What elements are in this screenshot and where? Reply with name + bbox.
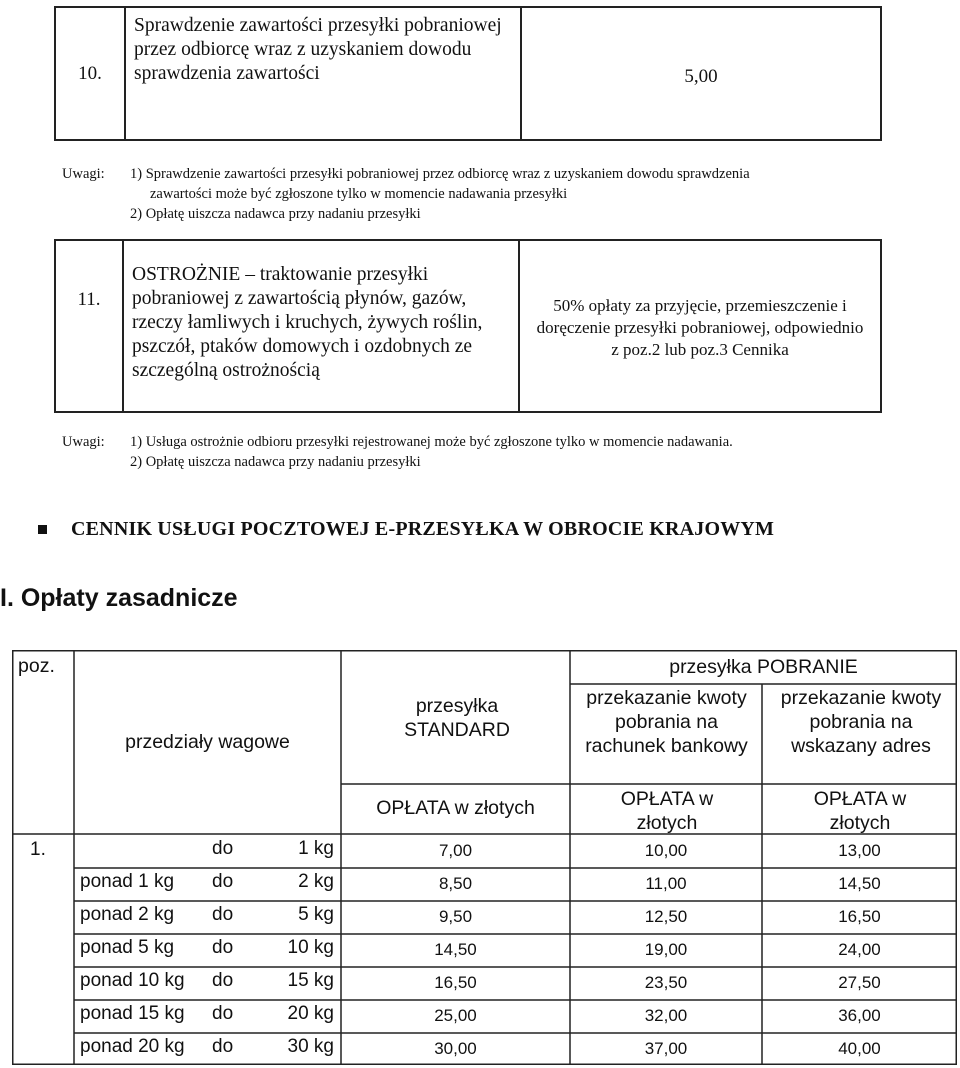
weight-to: 30 kg [287, 1036, 334, 1057]
price-table [12, 650, 957, 1065]
weight-to: 5 kg [298, 904, 334, 925]
weight-to-word: do [212, 904, 234, 925]
notes-label: Uwagi: [62, 434, 105, 450]
weight-from: ponad 5 kg [80, 937, 175, 958]
header-address-transfer: przekazanie kwoty pobrania na wskazany adres [780, 687, 942, 757]
header-fee-bank: OPŁATA w złotych [620, 788, 714, 834]
fee-standard: 8,50 [438, 874, 473, 893]
fee-standard: 25,00 [434, 1006, 477, 1025]
fee-bank: 32,00 [644, 1006, 688, 1025]
weight-to: 15 kg [287, 970, 334, 991]
fee-standard: 9,50 [438, 907, 473, 926]
fee-bank: 37,00 [644, 1039, 688, 1058]
weight-from: ponad 1 kg [80, 871, 175, 892]
position-number: 1. [30, 839, 46, 860]
service-row-11 [54, 239, 882, 413]
weight-to-word: do [212, 937, 234, 958]
weight-to: 20 kg [287, 1003, 334, 1024]
service-row-10 [54, 6, 882, 141]
note-item: 2) Opłatę uiszcza nadawca przy nadaniu przesyłki [130, 206, 421, 222]
fee-bank: 11,00 [645, 874, 687, 893]
weight-from: ponad 20 kg [80, 1036, 185, 1057]
fee-address: 13,00 [838, 841, 881, 860]
header-weight-ranges: przedziały wagowe [125, 731, 290, 753]
fee-standard: 16,50 [434, 973, 477, 992]
service-fee: 50% opłaty za przyjęcie, przemieszczenie i doręczenie przesyłki pobraniowej, odpowiednio z poz.2 lub poz.3 Cennika [536, 296, 864, 359]
header-pobranie: przesyłka POBRANIE [669, 656, 858, 678]
header-position: poz. [18, 655, 55, 677]
section-heading: I. Opłaty zasadnicze [0, 584, 238, 612]
note-item-continuation: zawartości może być zgłoszone tylko w momencie nadawania przesyłki [150, 186, 568, 202]
weight-from: ponad 2 kg [80, 904, 175, 925]
weight-from: ponad 15 kg [80, 1003, 185, 1024]
fee-standard: 30,00 [434, 1039, 477, 1058]
service-number: 11. [56, 241, 124, 411]
square-bullet-icon [38, 525, 47, 534]
price-list-title-text: CENNIK USŁUGI POCZTOWEJ E-PRZESYŁKA W OBROCIE KRAJOWYM [71, 518, 775, 540]
fee-bank: 10,00 [644, 841, 688, 860]
fee-bank: 19,00 [644, 940, 688, 959]
header-fee-address: OPŁATA w złotych [813, 788, 907, 834]
fee-standard: 14,50 [434, 940, 477, 959]
price-list-title [38, 518, 774, 541]
note-item: 1) Sprawdzenie zawartości przesyłki pobraniowej przez odbiorcę wraz z uzyskaniem dowodu sprawdzenia [130, 166, 750, 182]
fee-address: 36,00 [838, 1006, 881, 1025]
header-bank-transfer: przekazanie kwoty pobrania na rachunek bankowy [585, 687, 748, 757]
fee-bank: 12,50 [644, 907, 688, 926]
fee-address: 27,50 [838, 973, 881, 992]
weight-to-word: do [212, 871, 234, 892]
fee-address: 14,50 [838, 874, 881, 893]
notes-label: Uwagi: [62, 166, 105, 182]
note-item: 2) Opłatę uiszcza nadawca przy nadaniu przesyłki [130, 454, 421, 470]
header-fee-standard: OPŁATA w złotych [376, 797, 535, 819]
weight-to-word: do [212, 1003, 234, 1024]
weight-to-word: do [212, 1036, 234, 1057]
fee-address: 16,50 [838, 907, 881, 926]
fee-bank: 23,50 [644, 973, 688, 992]
fee-standard: 7,00 [438, 841, 473, 860]
service-number: 10. [56, 8, 126, 139]
fee-address: 40,00 [838, 1039, 881, 1058]
weight-to: 10 kg [287, 937, 334, 958]
weight-to-word: do [212, 838, 234, 859]
fee-address: 24,00 [838, 940, 881, 959]
service-fee: 5,00 [684, 66, 718, 87]
weight-to: 2 kg [298, 871, 334, 892]
weight-to: 1 kg [298, 838, 334, 859]
weight-from: ponad 10 kg [80, 970, 185, 991]
weight-to-word: do [212, 970, 234, 991]
service-description: OSTROŻNIE – traktowanie przesyłki pobraniowej z zawartością płynów, gazów, rzeczy łamliwych i kruchych, żywych roślin, pszczół, ptaków domowych i ozdobnych ze szczególną ostrożnością [124, 241, 520, 411]
note-item: 1) Usługa ostrożnie odbioru przesyłki rejestrowanej może być zgłoszone tylko w momencie nadawania. [130, 434, 733, 450]
header-standard: przesyłka STANDARD [404, 695, 510, 741]
service-description: Sprawdzenie zawartości przesyłki pobraniowej przez odbiorcę wraz z uzyskaniem dowodu sprawdzenia zawartości [126, 8, 522, 139]
